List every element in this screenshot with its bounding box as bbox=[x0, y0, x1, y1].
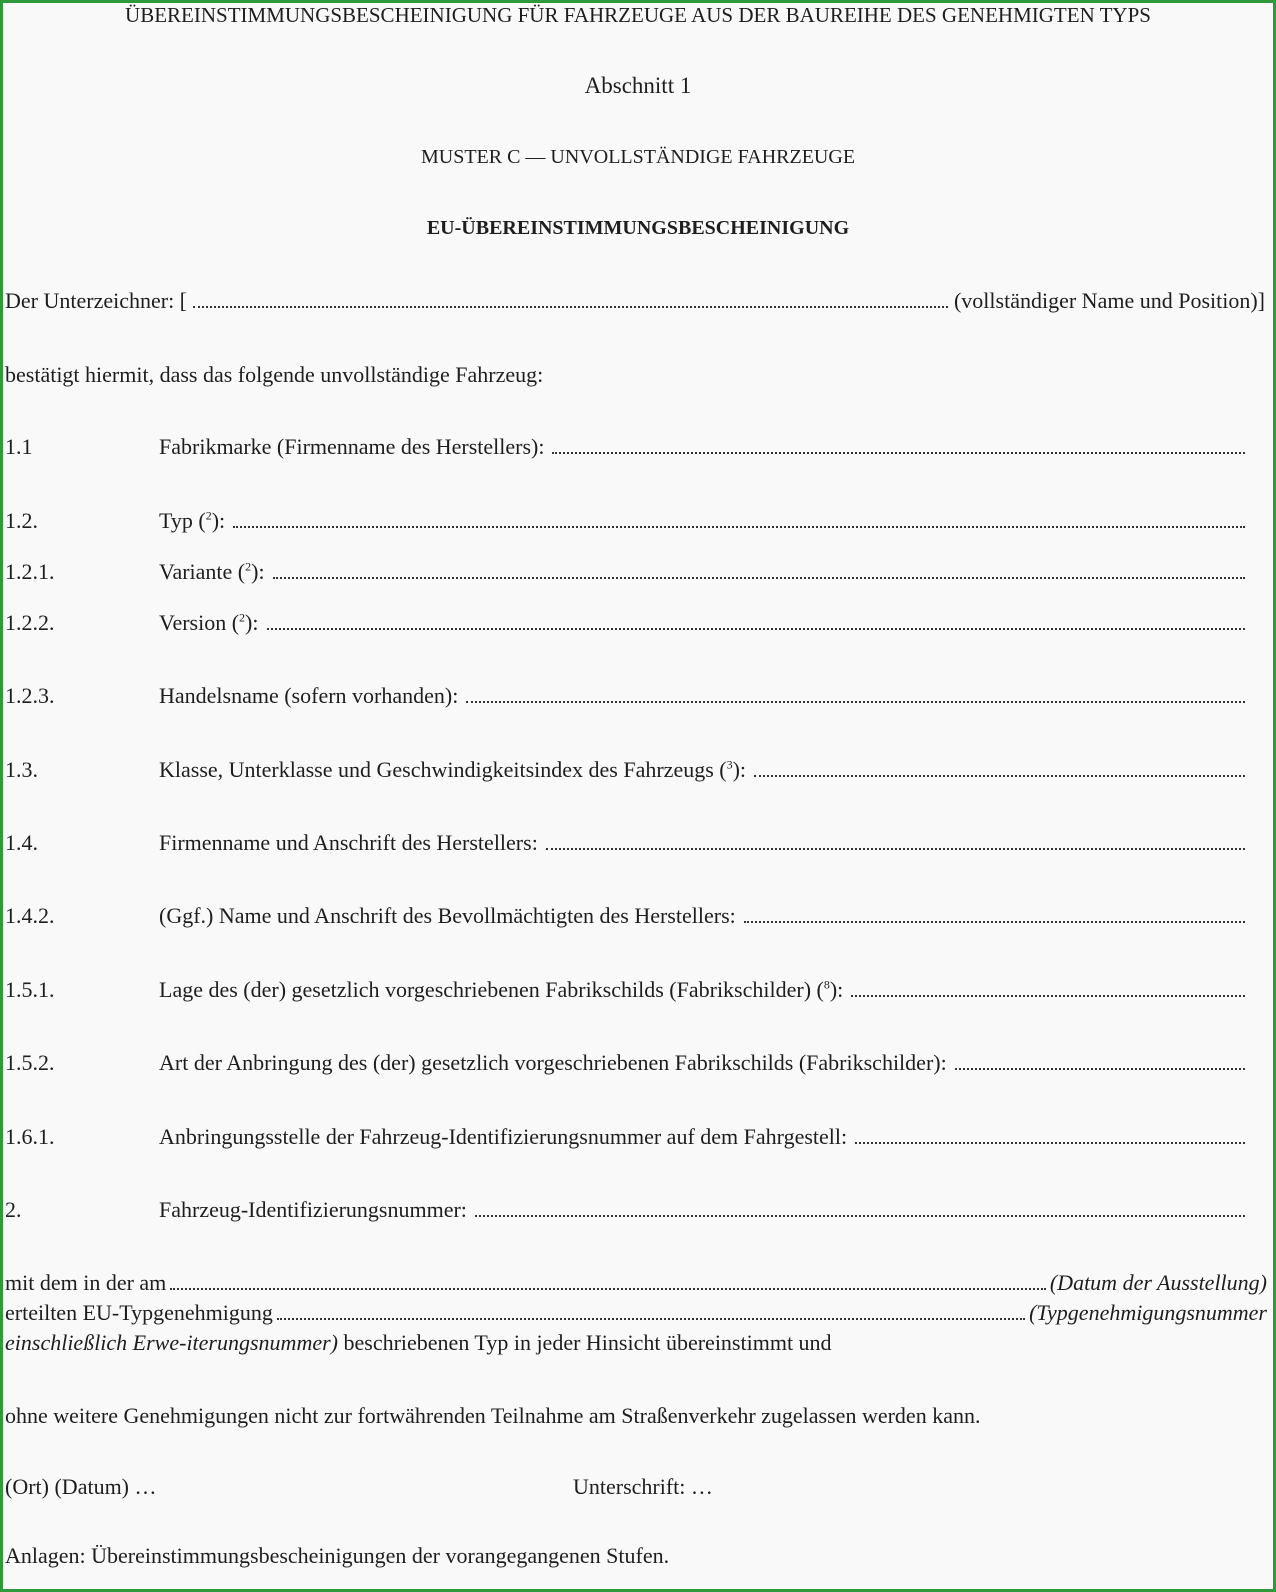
item-row bbox=[5, 506, 1245, 536]
footnote-ref: 8 bbox=[823, 977, 830, 992]
item-row bbox=[5, 1122, 1245, 1152]
item-label: (Ggf.) Name und Anschrift des Bevollmächtigten des Herstellers: bbox=[159, 903, 736, 928]
item-fill-field[interactable] bbox=[233, 506, 1245, 528]
item-fill-field[interactable] bbox=[466, 681, 1245, 703]
item-row bbox=[5, 975, 1245, 1005]
item-fill-field[interactable] bbox=[552, 432, 1245, 454]
issue-line2-prefix: erteilten EU-Typgenehmigung bbox=[5, 1300, 273, 1325]
certificate-title: EU-ÜBEREINSTIMMUNGSBESCHEINIGUNG bbox=[426, 217, 850, 239]
item-fill-field[interactable] bbox=[851, 975, 1245, 997]
item-label: Fabrikmarke (Firmenname des Herstellers): bbox=[159, 434, 545, 459]
model-heading: MUSTER C — UNVOLLSTÄNDIGE FAHRZEUGE bbox=[420, 146, 856, 168]
item-row bbox=[5, 901, 1245, 931]
type-approval-number-field[interactable] bbox=[277, 1298, 1025, 1320]
document-top-heading: ÜBEREINSTIMMUNGSBESCHEINIGUNG FÜR FAHRZEUGE AUS DER BAUREIHE DES GENEHMIGTEN TYPS bbox=[125, 3, 1151, 27]
section-heading: Abschnitt 1 bbox=[584, 73, 692, 98]
item-label: Fahrzeug-Identifizierungsnummer: bbox=[159, 1197, 467, 1222]
item-fill-field[interactable] bbox=[855, 1122, 1245, 1144]
item-row bbox=[5, 1048, 1245, 1078]
type-approval-line bbox=[5, 1298, 1267, 1328]
item-number: 2. bbox=[5, 1197, 22, 1222]
item-number: 1.5.1. bbox=[5, 977, 55, 1002]
traffic-text: ohne weitere Genehmigungen nicht zur fortwährenden Teilnahme am Straßenverkehr zugelassen werden kann. bbox=[5, 1403, 981, 1428]
item-label: Version ($^2$): bbox=[159, 610, 259, 635]
item-fill-field[interactable] bbox=[273, 557, 1245, 579]
item-row bbox=[5, 608, 1245, 638]
item-label: Variante ($^2$): bbox=[159, 559, 265, 584]
item-number: 1.5.2. bbox=[5, 1050, 55, 1075]
item-label: Art der Anbringung des (der) gesetzlich vorgeschriebenen Fabrikschilds (Fabrikschilder): bbox=[159, 1050, 947, 1075]
item-label: Handelsname (sofern vorhanden): bbox=[159, 683, 459, 708]
item-number: 1.2.2. bbox=[5, 610, 55, 635]
item-fill-field[interactable] bbox=[267, 608, 1246, 630]
item-label: Anbringungsstelle der Fahrzeug-Identifizierungsnummer auf dem Fahrgestell: bbox=[159, 1124, 848, 1149]
item-row bbox=[5, 1195, 1245, 1225]
issue-line3-italic: einschließlich Erwe-iterungsnummer) bbox=[5, 1330, 338, 1355]
signature-label: Unterschrift: … bbox=[573, 1474, 713, 1499]
item-label: Firmenname und Anschrift des Herstellers: bbox=[159, 830, 538, 855]
place-date-label: (Ort) (Datum) … bbox=[5, 1474, 157, 1499]
signer-suffix: (vollständiger Name und Position)] bbox=[953, 288, 1265, 313]
item-fill-field[interactable] bbox=[955, 1048, 1245, 1070]
item-number: 1.4. bbox=[5, 830, 38, 855]
item-number: 1.2.1. bbox=[5, 559, 55, 584]
footnote-ref: 2 bbox=[245, 559, 252, 574]
issue-date-field[interactable] bbox=[170, 1268, 1046, 1290]
issue-line2-suffix: (Typgenehmigungsnummer bbox=[1029, 1300, 1267, 1325]
issue-line3-rest: beschriebenen Typ in jeder Hinsicht übereinstimmt und bbox=[338, 1330, 832, 1355]
item-number: 1.6.1. bbox=[5, 1124, 55, 1149]
item-label: Klasse, Unterklasse und Geschwindigkeitsindex des Fahrzeugs ($^3$): bbox=[159, 757, 747, 782]
issue-line1-prefix: mit dem in der am bbox=[5, 1270, 167, 1295]
item-number: 1.3. bbox=[5, 757, 38, 782]
item-row bbox=[5, 557, 1245, 587]
issue-line1-suffix: (Datum der Ausstellung) bbox=[1049, 1270, 1267, 1295]
item-row bbox=[5, 755, 1245, 785]
signer-line bbox=[5, 286, 1265, 316]
issue-date-line bbox=[5, 1268, 1267, 1298]
item-number: 1.1 bbox=[5, 434, 33, 459]
item-fill-field[interactable] bbox=[744, 901, 1245, 923]
item-row bbox=[5, 828, 1245, 858]
attachments-text: Anlagen: Übereinstimmungsbescheinigungen der vorangegangenen Stufen. bbox=[5, 1543, 670, 1568]
signer-fill-field[interactable] bbox=[193, 286, 948, 308]
item-number: 1.4.2. bbox=[5, 903, 55, 928]
item-fill-field[interactable] bbox=[475, 1195, 1245, 1217]
confirm-text: bestätigt hiermit, dass das folgende unvollständige Fahrzeug: bbox=[5, 362, 544, 387]
item-number: 1.2.3. bbox=[5, 683, 55, 708]
item-label: Lage des (der) gesetzlich vorgeschriebenen Fabrikschilds (Fabrikschilder) ($^8$): bbox=[159, 977, 844, 1002]
footnote-ref: 2 bbox=[239, 610, 246, 625]
item-row bbox=[5, 432, 1245, 462]
item-fill-field[interactable] bbox=[754, 755, 1245, 777]
item-label: Typ ($^2$): bbox=[159, 508, 226, 533]
issue-line3 bbox=[5, 1328, 832, 1358]
item-fill-field[interactable] bbox=[546, 828, 1245, 850]
footnote-ref: 3 bbox=[726, 757, 733, 772]
signer-prefix: Der Unterzeichner: [ bbox=[5, 288, 188, 313]
item-row bbox=[5, 681, 1245, 711]
footnote-ref: 2 bbox=[205, 508, 212, 523]
item-number: 1.2. bbox=[5, 508, 38, 533]
